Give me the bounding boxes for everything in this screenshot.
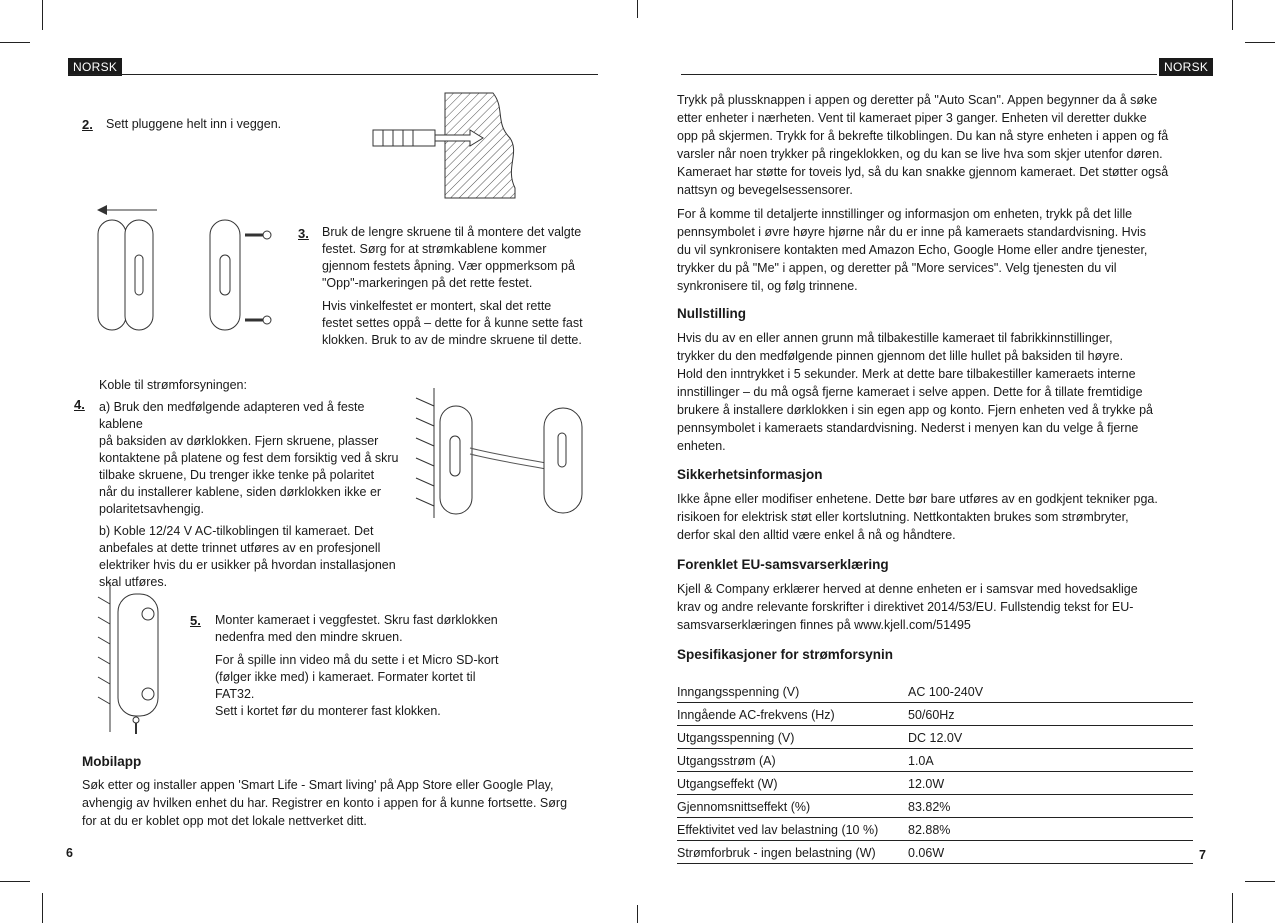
eu-heading: Forenklet EU-samsvarserklæring: [677, 557, 889, 572]
spec-label: Gjennomsnittseffekt (%): [677, 800, 811, 814]
crop-mark: [0, 881, 30, 882]
text-line: derfor skal den alltid være enkel å nå og håndtere.: [677, 528, 956, 542]
text-line: enheten.: [677, 439, 726, 453]
text-line: avhengig av hvilken enhet du har. Registrer en konto i appen for å kunne fortsette. Sørg: [82, 796, 568, 810]
text-line: Bruk de lengre skruene til å montere det valgte: [322, 225, 582, 239]
text-line: Kameraet har støtte for toveis lyd, så du kan snakke gjennom kameraet. Det støtter også: [677, 165, 1169, 179]
spec-row: [677, 841, 1193, 864]
bracket-mounting-illustration: [95, 200, 280, 340]
wiring-illustration: [412, 388, 604, 518]
text-line: Hold den inntrykket i 5 sekunder. Merk at dette bare tilbakestiller kameraets interne: [677, 367, 1136, 381]
step-4-number: 4.: [74, 397, 85, 412]
spec-label: Effektivitet ved lav belastning (10 %): [677, 823, 879, 837]
text-line: For å komme til detaljerte innstillinger og informasjon om enheten, trykk på det lille: [677, 207, 1133, 221]
reset-heading: Nullstilling: [677, 306, 746, 321]
spec-value: 1.0A: [908, 754, 934, 768]
text-line: For å spille inn video må du sette i et Micro SD-kort: [215, 653, 499, 667]
text-line: gjennom festets åpning. Vær oppmerksom på: [322, 259, 575, 273]
text-line: Søk etter og installer appen 'Smart Life - Smart living' på App Store eller Google Play,: [82, 778, 554, 792]
text-line: på baksiden av dørklokken. Fjern skruene, plasser: [99, 434, 379, 448]
step-5-text: [215, 612, 515, 720]
spec-row: [677, 680, 1193, 703]
eu-text: [677, 580, 1217, 634]
crop-mark: [637, 0, 638, 18]
step-3-number: 3.: [298, 226, 309, 241]
crop-mark: [637, 905, 638, 923]
spec-label: Utgangsstrøm (A): [677, 754, 776, 768]
spec-value: 83.82%: [908, 800, 951, 814]
step-5-number: 5.: [190, 613, 201, 628]
text-line: krav og andre relevante forskrifter i direktivet 2014/53/EU. Fullstendig tekst for EU-: [677, 600, 1134, 614]
text-line: brukere å installere dørklokken i sin egen app og konto. Fjern enheten ved å trykke på: [677, 403, 1153, 417]
spec-value: DC 12.0V: [908, 731, 963, 745]
step-4-intro: Koble til strømforsyningen:: [99, 378, 247, 392]
text-line: nedenfra med den mindre skruen.: [215, 630, 403, 644]
step-2-number: 2.: [82, 117, 93, 132]
text-line: Ikke åpne eller modifiser enhetene. Dette bør bare utføres av en godkjent tekniker pga.: [677, 492, 1158, 506]
text-line: samsvarserklæringen finnes på www.kjell.com/51495: [677, 618, 971, 632]
text-line: kontaktene på platene og fest dem forsiktig ved å skru: [99, 451, 399, 465]
text-line: trykker du på "Me" i appen, og deretter på "More services". Velg tjenesten du vil: [677, 261, 1117, 275]
text-line: Kjell & Company erklærer herved at denne enheten er i samsvar med hovedsaklige: [677, 582, 1138, 596]
step-2-text: Sett pluggene helt inn i veggen.: [106, 117, 282, 131]
crop-mark: [1232, 0, 1233, 30]
safety-text: [677, 490, 1217, 544]
spec-value: 12.0W: [908, 777, 945, 791]
spec-label: Utgangsspenning (V): [677, 731, 795, 745]
spec-row: [677, 749, 1193, 772]
spec-value: 82.88%: [908, 823, 951, 837]
step-4-text: [99, 399, 409, 591]
spec-label: Inngangsspenning (V): [677, 685, 800, 699]
text-line: risikoen for elektrisk støt eller kortslutning. Nettkontakten brukes som strømbryter,: [677, 510, 1129, 524]
language-tag-left: NORSK: [68, 58, 122, 76]
spec-row: [677, 772, 1193, 795]
language-tag-right: NORSK: [1159, 58, 1213, 76]
camera-mounting-illustration: [98, 582, 168, 742]
text-line: "Opp"-markeringen på det rette festet.: [322, 276, 533, 290]
text-line: a) Bruk den medfølgende adapteren ved å feste kablene: [99, 400, 365, 431]
text-line: opp på skjermen. Trykk for å bekrefte tilkoblingen. Du kan nå styre enheten i appen og få: [677, 129, 1169, 143]
page-number-right: 7: [1199, 848, 1206, 862]
spec-row: [677, 703, 1193, 726]
spec-row: [677, 818, 1193, 841]
spec-label: Inngående AC-frekvens (Hz): [677, 708, 835, 722]
spec-label: Strømforbruk - ingen belastning (W): [677, 846, 876, 860]
mobilapp-heading: Mobilapp: [82, 754, 142, 769]
text-line: synkronisere til, og følg trinnene.: [677, 279, 858, 293]
text-line: polaritetsavhengig.: [99, 502, 204, 516]
text-line: festet. Sørg for at strømkablene kommer: [322, 242, 547, 256]
text-line: elektriker hvis du er usikker på hvordan installasjonen: [99, 558, 396, 572]
text-line: pennsymbolet i øvre høyre hjørne når du er inne på kameraets standardvisning. Hvis: [677, 225, 1146, 239]
text-line: du vil synkronisere kontakten med Amazon Echo, Google Home eller andre tjenester,: [677, 243, 1148, 257]
specs-heading: Spesifikasjoner for strømforsynin: [677, 647, 894, 662]
right-intro-text: [677, 91, 1217, 295]
spec-row: [677, 726, 1193, 749]
crop-mark: [1232, 893, 1233, 923]
crop-mark: [0, 42, 30, 43]
reset-text: [677, 329, 1217, 455]
step-3-text: [322, 224, 592, 349]
spec-value: AC 100-240V: [908, 685, 984, 699]
text-line: varsler når noen trykker på ringeklokken, og du kan se live hva som skjer utenfor døren.: [677, 147, 1163, 161]
text-line: klokken. Bruk to av de mindre skruene til dette.: [322, 333, 582, 347]
text-line: festet settes oppå – dette for å kunne sette fast: [322, 316, 583, 330]
spec-label: Utgangseffekt (W): [677, 777, 778, 791]
text-line: trykker du den medfølgende pinnen gjennom det lille hullet på baksiden til høyre.: [677, 349, 1124, 363]
text-line: for at du er koblet opp mot det lokale nettverket ditt.: [82, 814, 367, 828]
text-line: innstillinger – du må også fjerne kameraet i selve appen. Dette for å tillate fremtidige: [677, 385, 1143, 399]
text-line: Sett i kortet før du monterer fast klokken.: [215, 704, 441, 718]
text-line: Monter kameraet i veggfestet. Skru fast dørklokken: [215, 613, 498, 627]
header-rule-left: [68, 74, 598, 75]
text-line: (følger ikke med) i kameraet. Formater kortet til FAT32.: [215, 670, 476, 701]
spec-row: [677, 795, 1193, 818]
text-line: nattsyn og bevegelsessensorer.: [677, 183, 853, 197]
text-line: etter enheter i nærheten. Vent til kameraet piper 3 ganger. Enheten vil deretter dukke: [677, 111, 1147, 125]
text-line: skal utføres.: [99, 575, 168, 589]
wall-plug-illustration: [365, 88, 525, 203]
crop-mark: [42, 893, 43, 923]
text-line: Hvis vinkelfestet er montert, skal det rette: [322, 299, 552, 313]
crop-mark: [42, 0, 43, 30]
mobilapp-text: [82, 776, 602, 830]
crop-mark: [1245, 42, 1275, 43]
page-number-left: 6: [66, 846, 73, 860]
text-line: anbefales at dette trinnet utføres av en profesjonell: [99, 541, 381, 555]
text-line: når du installerer kablene, siden dørklokken ikke er: [99, 485, 382, 499]
text-line: Hvis du av en eller annen grunn må tilbakestille kameraet til fabrikkinnstillinger,: [677, 331, 1113, 345]
spec-value: 0.06W: [908, 846, 945, 860]
header-rule-right: [681, 74, 1157, 75]
text-line: b) Koble 12/24 V AC-tilkoblingen til kameraet. Det: [99, 524, 374, 538]
text-line: Trykk på plussknappen i appen og deretter på "Auto Scan". Appen begynner da å søke: [677, 93, 1158, 107]
spec-value: 50/60Hz: [908, 708, 955, 722]
crop-mark: [1245, 881, 1275, 882]
safety-heading: Sikkerhetsinformasjon: [677, 467, 823, 482]
text-line: tilbake skruene, Du trenger ikke tenke på polaritet: [99, 468, 375, 482]
text-line: pennsymbolet i kameraets standardvisning. Nederst i menyen kan du velge å fjerne: [677, 421, 1139, 435]
